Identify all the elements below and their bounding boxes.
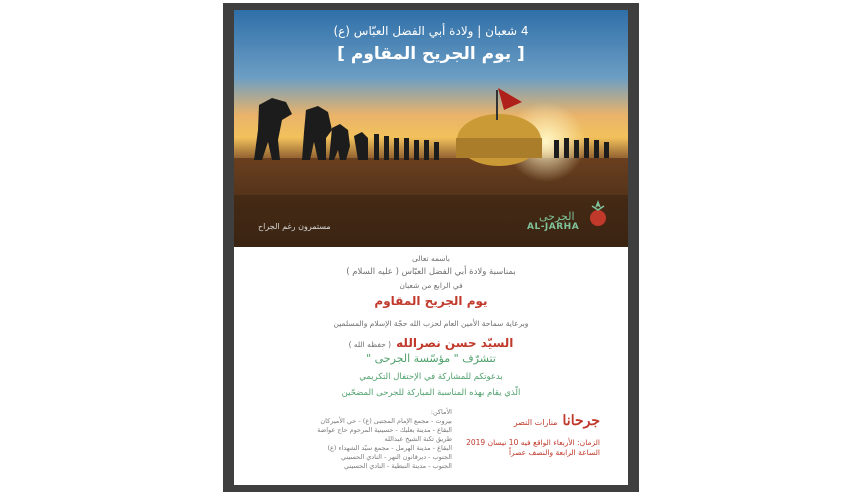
venue-line: طريق ثكنة الشيخ عبدالله [384,435,452,443]
venues-block [317,408,452,471]
invite-line: بدعوتكم للمشاركة في الإحتفال التكريمي [359,372,503,382]
purpose-line: الّذي يقام بهذه المناسبة المباركة للجرحى المضحّين [341,388,521,398]
venue-line: بيروت - مجمع الإمام المجتبى (ع) - حي الأميركان [320,417,452,425]
day-title: يوم الجريح المقاوم [374,294,488,308]
signature-block [514,410,600,429]
venue-line: البقاع - مدينة بعلبك - حسينية المرحوم حاج عواضة [317,426,452,434]
venue-line: الجنوب - ديرقانون النهر - النادي الحسيني [341,453,452,461]
signature-sub: منارات النصر [513,418,558,427]
sayyed-line [234,332,628,351]
poster [234,10,628,485]
poster-banner [234,10,628,247]
time-line-2: الساعة الرابعة والنصف عصراً [508,448,600,457]
sayyed-name: السيّد حسن نصرالله [396,336,514,350]
occasion-line: بمناسبة ولادة أبي الفضل العبّاس ( عليه السلام ) [346,267,516,277]
logo-text-arabic: الجرحى [539,210,575,223]
banner-occasion: 4 شعبان | ولادة أبي الفضل العبّاس (ع) [333,24,529,38]
venue-line: الجنوب - مدينة النبطية - النادي الحسيني [344,462,452,470]
patronage-line: وبرعاية سماحة الأمين العام لحزب الله حجّة الإسلام والمسلمين [333,319,529,328]
signature-main: جرحانا [562,413,600,429]
al-jarha-logo-icon [586,198,610,228]
sayyed-suffix: ( حفظه الله ) [348,340,392,349]
honored-line: تتشرّف " مؤسّسة الجرحى " [366,352,496,365]
venue-line: البقاع - مدينة الهرمل - مجمع سيّد الشهداء (ع) [327,444,452,452]
venues-label: الأماكن: [430,408,452,416]
time-line-1: الزمان: الأربعاء الواقع فيه 10 نيسان 2019 [466,438,600,447]
banner-slogan: مستمرون رغم الجراح [258,222,331,231]
bismillah: باسمه تعالى [412,254,450,263]
date-hijri: في الرابع من شعبان [399,281,463,290]
time-block [466,438,600,458]
banner-title: [ يوم الجريح المقاوم ] [337,44,525,64]
logo-text-english: AL-JARHA [527,222,580,232]
